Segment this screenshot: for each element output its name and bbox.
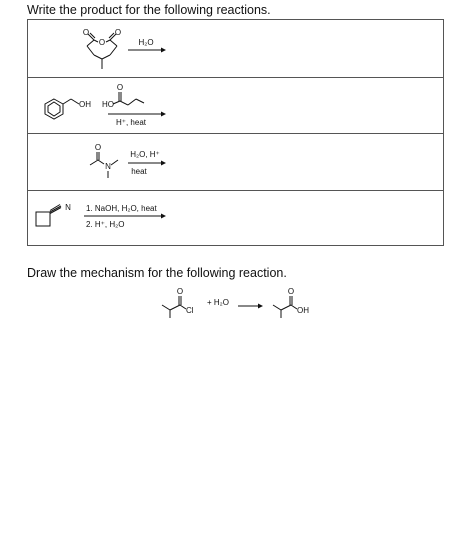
reagent-below-4: 2. H⁺, H₂O — [86, 220, 125, 229]
mechanism-arrow — [238, 304, 263, 309]
reaction-row-1 — [28, 20, 443, 78]
reaction-4-diagram — [28, 190, 443, 245]
ring-oxygen-label: O — [98, 38, 106, 47]
hydroxyl-label: OH — [79, 100, 91, 109]
butanoic-acid-structure — [113, 92, 144, 105]
instructions-products: Write the product for the following reactions. — [27, 3, 271, 17]
reagent-below-3: heat — [131, 167, 147, 176]
reagent-above-4: 1. NaOH, H₂O, heat — [86, 204, 157, 213]
amide-structure — [90, 152, 118, 178]
benzyl-alcohol-structure — [45, 99, 79, 119]
nitrile-structure — [36, 205, 61, 227]
reaction-3-diagram — [28, 133, 443, 190]
nitrile-nitrogen-label: N — [65, 203, 71, 212]
carboxylic-acid-structure — [273, 296, 297, 318]
amide-oxygen-label: O — [94, 143, 102, 152]
reagent-above-1: H₂O — [138, 38, 154, 47]
mechanism-diagram — [0, 284, 474, 324]
reaction-1-diagram — [28, 20, 443, 77]
reaction-row-3 — [28, 133, 443, 191]
acyl-chloride-structure — [162, 296, 186, 318]
acid-hydroxyl-label: OH — [297, 306, 309, 315]
reactions-table — [27, 19, 444, 246]
reaction-row-2 — [28, 77, 443, 134]
acyl-chloride-oxygen-label: O — [176, 287, 184, 296]
acid-carbonyl-oxygen-label: O — [116, 83, 124, 92]
carbonyl-oxygen-right-label: O — [114, 28, 122, 37]
reaction-row-4 — [28, 190, 443, 245]
carbonyl-oxygen-left-label: O — [82, 28, 90, 37]
reaction-arrow-1 — [128, 48, 166, 53]
instructions-mechanism: Draw the mechanism for the following reaction. — [27, 266, 287, 280]
acid-hydroxyl-label: HO — [102, 100, 114, 109]
amide-nitrogen-label: N — [105, 162, 111, 171]
plus-water-label: + H₂O — [207, 298, 229, 307]
reagent-below-2: H⁺, heat — [115, 118, 147, 127]
acid-oxygen-label: O — [287, 287, 295, 296]
reaction-arrow-2 — [108, 112, 166, 117]
acyl-chloride-chlorine-label: Cl — [186, 306, 194, 315]
reaction-arrow-3 — [128, 161, 166, 166]
reaction-2-diagram — [28, 77, 443, 133]
reagent-above-3: H₂O, H⁺ — [130, 150, 160, 159]
reaction-arrow-4 — [84, 214, 166, 219]
